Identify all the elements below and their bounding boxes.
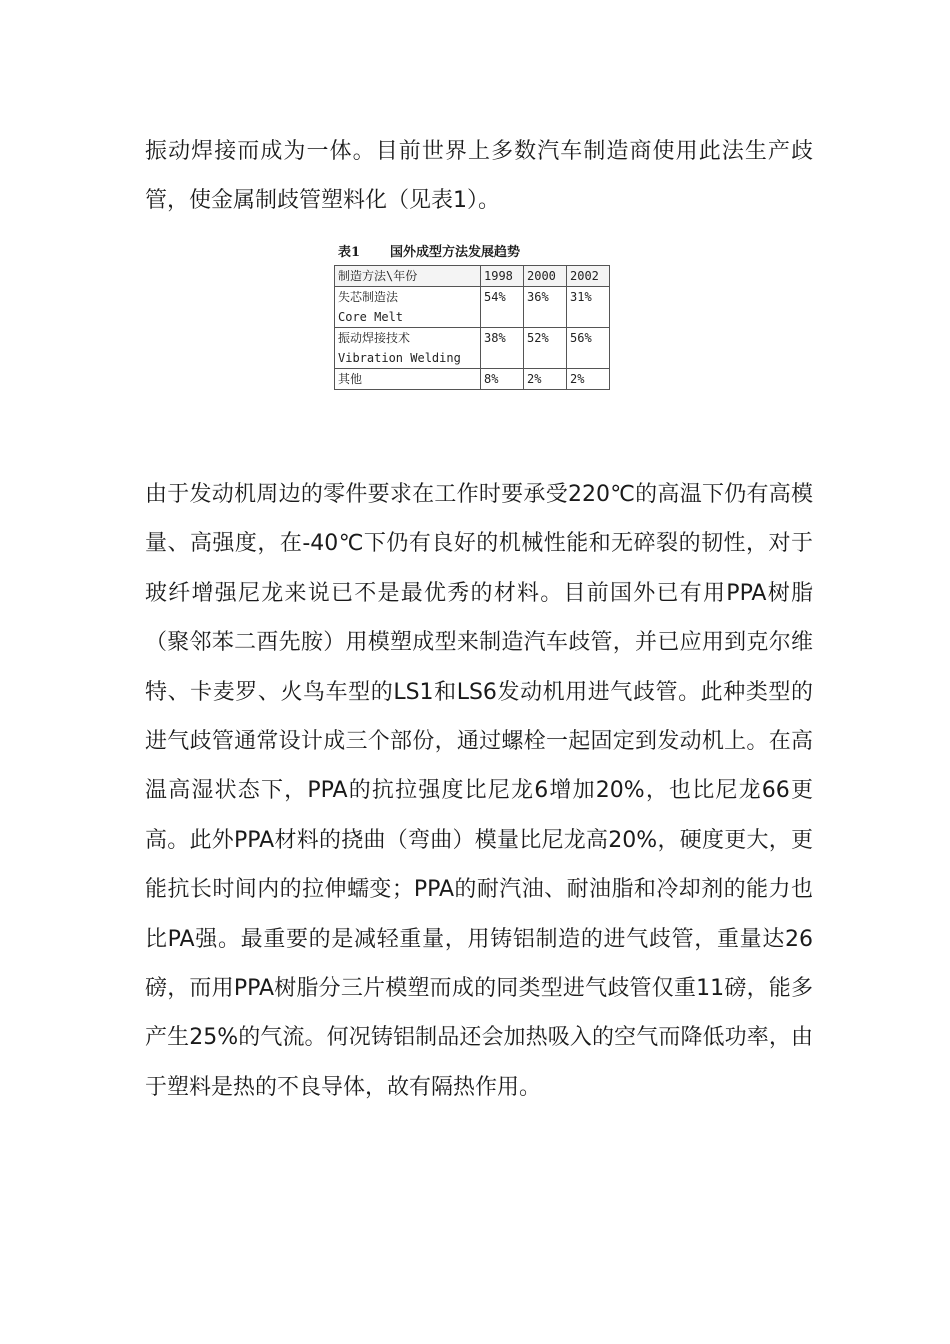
paragraph-intro: 振动焊接而成为一体。目前世界上多数汽车制造商使用此法生产歧管，使金属制歧管塑料化（见表1）。 — [145, 139, 813, 214]
row-value-2000: 52% — [524, 328, 567, 369]
row-value-2002: 31% — [567, 287, 610, 328]
table-row — [335, 328, 610, 369]
header-method: 制造方法\年份 — [335, 266, 481, 287]
table-row — [335, 287, 610, 328]
trend-table — [334, 265, 610, 390]
table-figure — [334, 243, 616, 390]
table-title: 国外成型方法发展趋势 — [390, 245, 521, 260]
row-value-1998: 38% — [481, 328, 524, 369]
row-method-cell — [335, 287, 481, 328]
row-method-en: Vibration Welding — [338, 351, 461, 365]
row-value-2002: 56% — [567, 328, 610, 369]
row-method-cell — [335, 328, 481, 369]
row-value-2002: 2% — [567, 369, 610, 390]
row-value-1998: 54% — [481, 287, 524, 328]
header-year-2000: 2000 — [524, 266, 567, 287]
table-caption — [338, 243, 616, 265]
row-method-zh: 振动焊接技术 — [338, 331, 411, 345]
row-value-2000: 2% — [524, 369, 567, 390]
row-method-cell — [335, 369, 481, 390]
row-value-2000: 36% — [524, 287, 567, 328]
row-method-en: Core Melt — [338, 310, 404, 324]
header-year-1998: 1998 — [481, 266, 524, 287]
table-row — [335, 369, 610, 390]
header-year-2002: 2002 — [567, 266, 610, 287]
table-number: 表1 — [338, 245, 361, 260]
row-method-zh: 失芯制造法 — [338, 290, 399, 304]
row-method-zh: 其他 — [338, 372, 363, 386]
table-header-row — [335, 266, 610, 287]
row-value-1998: 8% — [481, 369, 524, 390]
paragraph-ppa: 由于发动机周边的零件要求在工作时要承受220℃的高温下仍有高模量、高强度，在-40℃下仍有良好的机械性能和无碎裂的韧性，对于玻纤增强尼龙来说已不是最优秀的材料。目前国外已有用PPA树脂（聚邻苯二酉先胺）用模塑成型来制造汽车歧管，并已应用到克尔维特、卡麦罗、火鸟车型的LS1和LS6发动机用进气歧管。此种类型的进气歧管通常设计成三个部份，通过螺栓一起固定到发动机上。在高温高湿状态下，PPA的抗拉强度比尼龙6增加20%，也比尼龙66更高。此外PPA材料的挠曲（弯曲）模量比尼龙高20%，硬度更大，更能抗长时间内的拉伸蠕变；PPA的耐汽油、耐油脂和冷却剂的能力也比PA强。最重要的是减轻重量，用铸铝制造的进气歧管，重量达26磅，而用PPA树脂分三片模塑而成的同类型进气歧管仅重11磅，能多产生25%的气流。何况铸铝制品还会加热吸入的空气而降低功率，由于塑料是热的不良导体，故有隔热作用。 — [145, 482, 813, 1100]
